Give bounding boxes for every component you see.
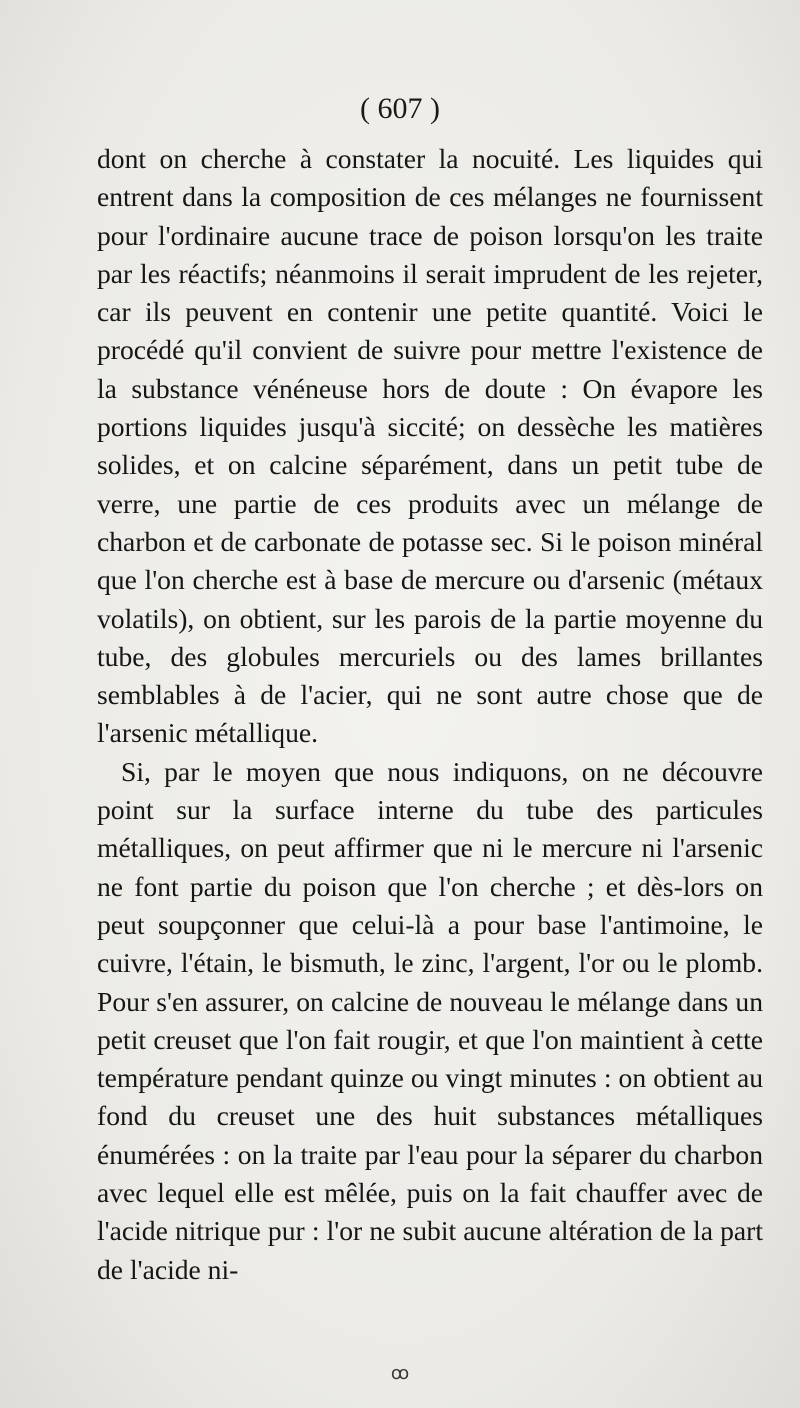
signature-mark: ꝏ (390, 1363, 410, 1383)
paragraph-2: Si, par le moyen que nous indiquons, on ne découvre point sur la surface interne du tube des particules métalliques, on peut affirmer que ni le mercure ni l'arsenic ne font partie du poison que l'on cherche ; et dès-lors on peut soupçonner que celui-là a pour base l'antimoine, le cuivre, l'étain, le bismuth, le zinc, l'argent, l'or ou le plomb. Pour s'en assurer, on calcine de nouveau le mélange dans un petit creuset que l'on fait rougir, et que l'on maintient à cette température pendant quinze ou vingt minutes : on obtient au fond du creuset une des huit substances métalliques énumérées : on la traite par l'eau pour la séparer du charbon avec lequel elle est mêlée, puis on la fait chauffer avec de l'acide nitrique pur : l'or ne subit aucune altération de la part de l'acide ni- (97, 755, 763, 1285)
body-text (97, 140, 763, 1289)
page-number: ( 607 ) (360, 92, 440, 125)
paragraph-1: dont on cherche à constater la nocuité. Les liquides qui entrent dans la composition de ces mélanges ne fournissent pour l'ordinaire aucune trace de poison lorsqu'on les traite par les réactifs; néanmoins il serait imprudent de les rejeter, car ils peuvent en contenir une petite quantité. Voici le procédé qu'il convient de suivre pour mettre l'existence de la substance vénéneuse hors de doute : On évapore les portions liquides jusqu'à siccité; on dessèche les matières solides, et on calcine séparément, dans un petit tube de verre, une partie de ces produits avec un mélange de charbon et de carbonate de potasse sec. Si le poison minéral que l'on cherche est à base de mercure ou d'arsenic (métaux volatils), on obtient, sur les parois de la partie moyenne du tube, des globules mercuriels ou des lames brillantes semblables à de l'acier, qui ne sont autre chose que de l'arsenic métallique. (97, 143, 763, 749)
